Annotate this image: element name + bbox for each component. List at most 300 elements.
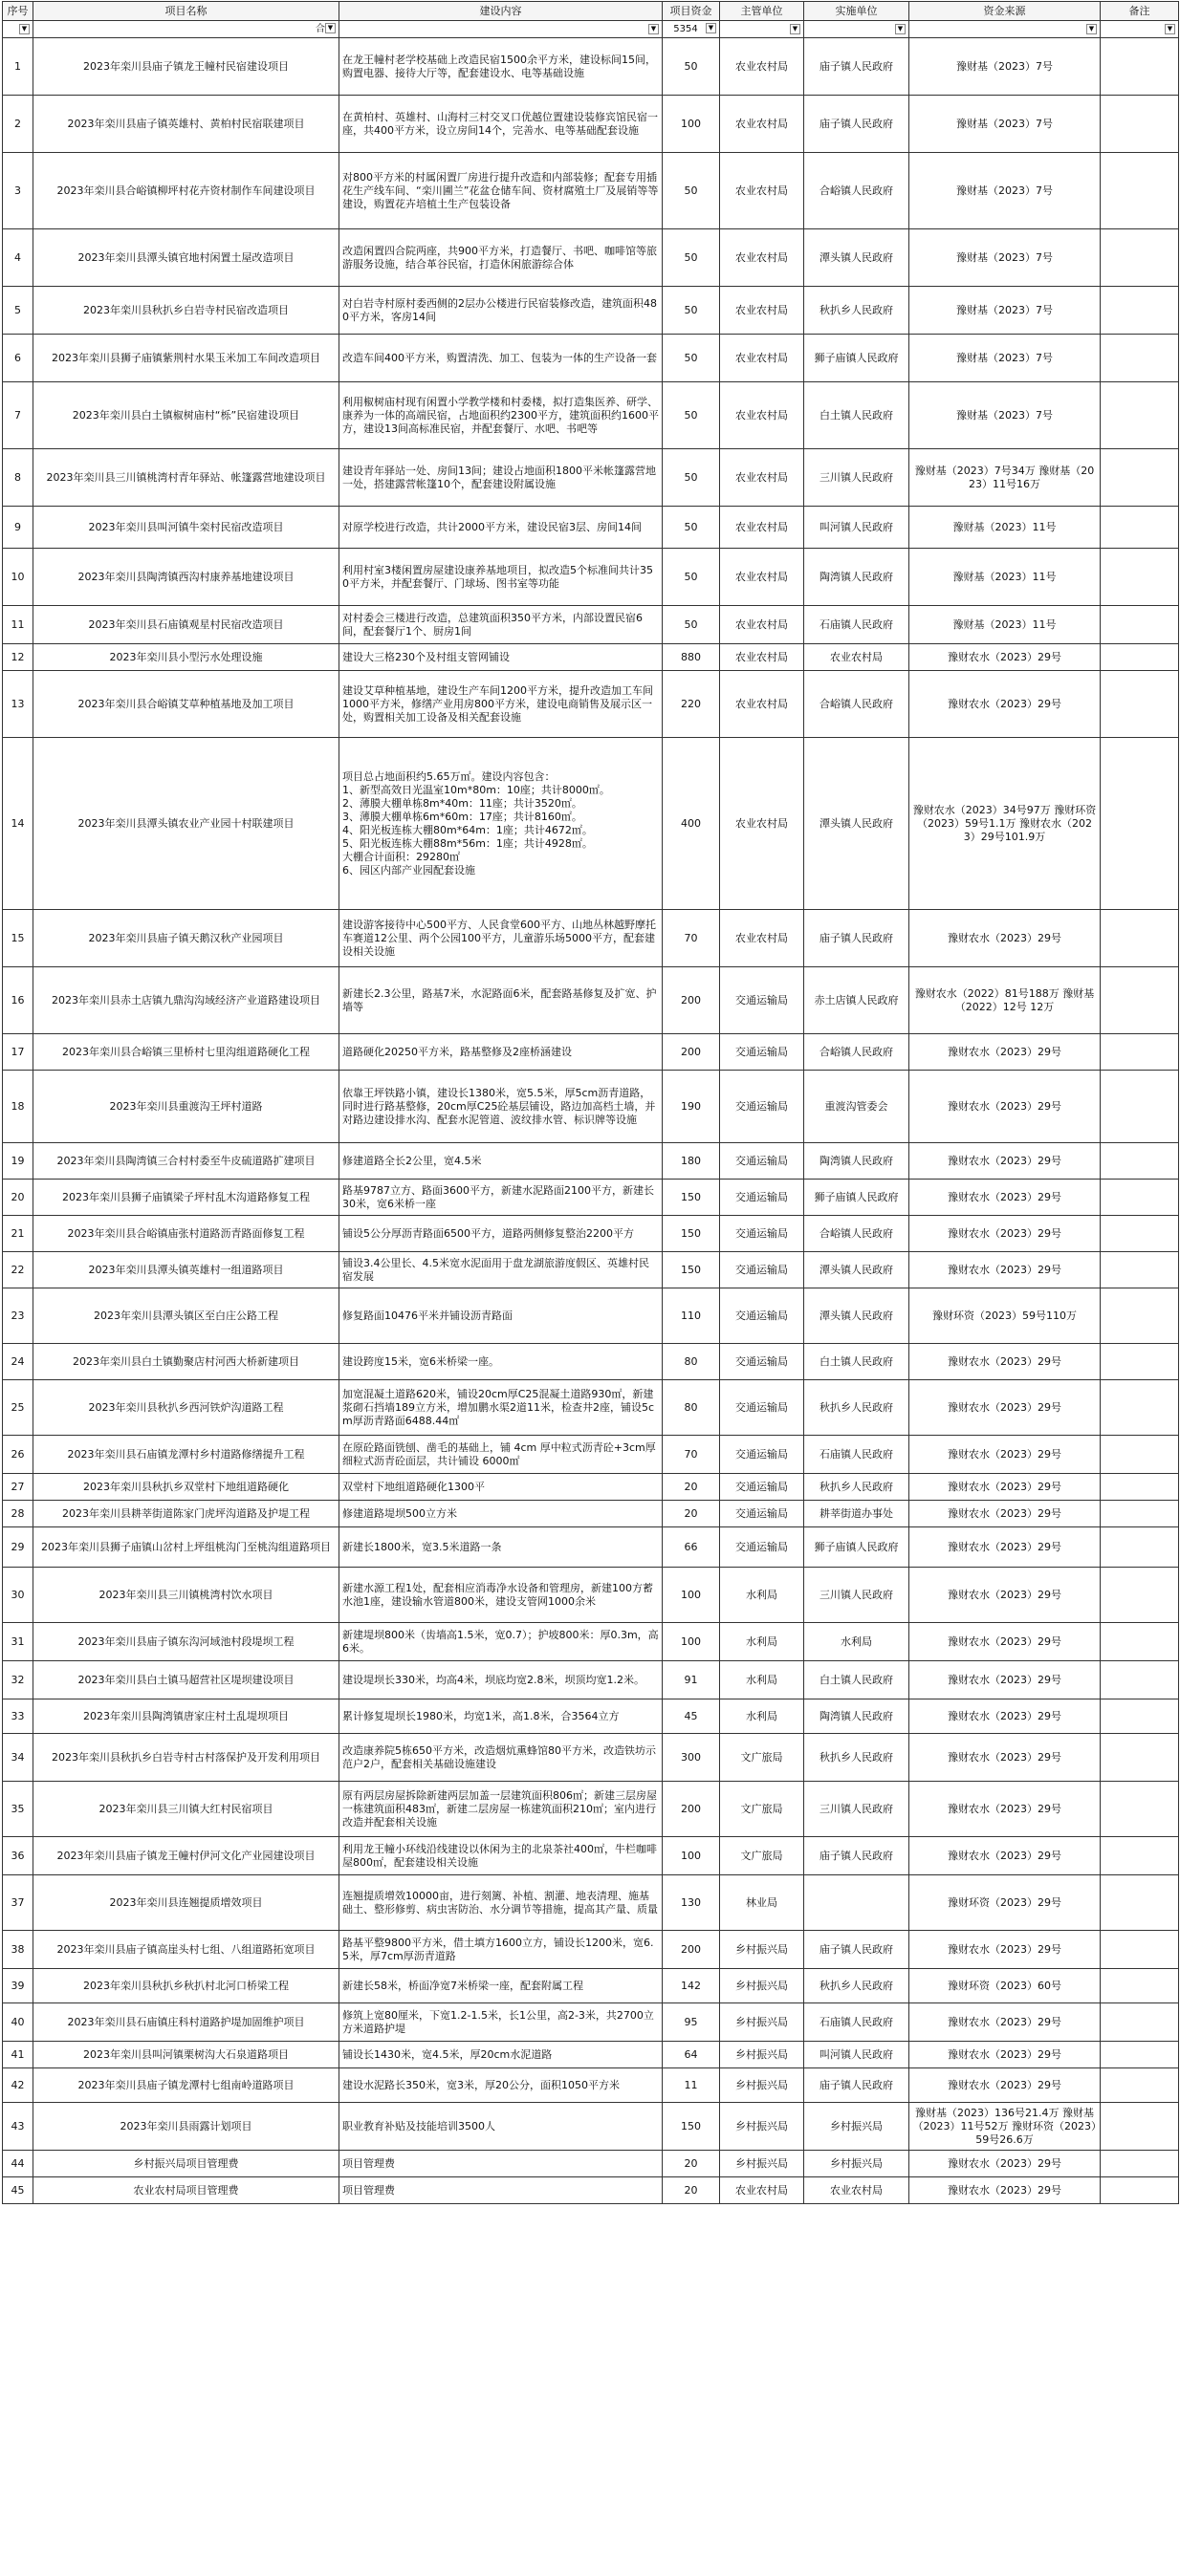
row-content: 加宽混凝土道路620米，铺设20cm厚C25混凝土道路930㎡，新建浆砌石挡墙189立方米，增加鹏水渠2道11米，检查井2座，铺设5cm厚沥青路面6488.44㎡ xyxy=(339,1380,663,1436)
row-funds: 70 xyxy=(663,910,720,967)
row-department: 林业局 xyxy=(720,1875,804,1931)
row-project-name: 2023年栾川县陶湾镇西沟村康养基地建设项目 xyxy=(33,549,339,606)
table-row xyxy=(3,1527,1179,1568)
row-department: 交通运输局 xyxy=(720,967,804,1034)
row-content: 修建道路全长2公里，宽4.5米 xyxy=(339,1143,663,1180)
row-project-name: 2023年栾川县合峪镇三里桥村七里沟组道路硬化工程 xyxy=(33,1034,339,1071)
row-funds: 180 xyxy=(663,1143,720,1180)
row-index: 41 xyxy=(3,2042,33,2068)
table-row xyxy=(3,1969,1179,2003)
table-row xyxy=(3,449,1179,507)
row-funds: 50 xyxy=(663,549,720,606)
row-project-name: 2023年栾川县庙子镇天鹅汉秋产业园项目 xyxy=(33,910,339,967)
row-fund-source: 豫财农水（2023）29号 xyxy=(909,1143,1101,1180)
row-funds: 20 xyxy=(663,2177,720,2204)
table-row xyxy=(3,1143,1179,1180)
row-project-name: 2023年栾川县狮子庙镇紫荆村水果玉米加工车间改造项目 xyxy=(33,335,339,382)
row-department: 乡村振兴局 xyxy=(720,1931,804,1969)
row-fund-source: 豫财基（2023）7号 xyxy=(909,335,1101,382)
row-remarks xyxy=(1101,910,1179,967)
row-implementer: 石庙镇人民政府 xyxy=(804,606,909,644)
row-project-name: 2023年栾川县白土镇马超营社区堤坝建设项目 xyxy=(33,1661,339,1699)
filter-dropdown-icon[interactable]: ▼ xyxy=(19,24,30,34)
row-content: 新建长2.3公里，路基7米，水泥路面6米，配套路基修复及扩宽、护墙等 xyxy=(339,967,663,1034)
row-remarks xyxy=(1101,967,1179,1034)
row-funds: 100 xyxy=(663,1837,720,1875)
row-funds: 400 xyxy=(663,738,720,910)
row-remarks xyxy=(1101,738,1179,910)
table-row xyxy=(3,507,1179,549)
filter-cell[interactable] xyxy=(3,21,33,38)
row-remarks xyxy=(1101,1288,1179,1344)
row-index: 18 xyxy=(3,1071,33,1143)
row-fund-source: 豫财农水（2023）29号 xyxy=(909,2151,1101,2177)
row-project-name: 2023年栾川县合峪镇柳坪村花卉资材制作车间建设项目 xyxy=(33,153,339,229)
row-index: 16 xyxy=(3,967,33,1034)
row-implementer: 合峪镇人民政府 xyxy=(804,1216,909,1252)
row-department: 乡村振兴局 xyxy=(720,2068,804,2103)
row-funds: 50 xyxy=(663,606,720,644)
row-index: 19 xyxy=(3,1143,33,1180)
row-implementer: 潭头镇人民政府 xyxy=(804,1252,909,1288)
row-department: 交通运输局 xyxy=(720,1380,804,1436)
row-content: 建设跨度15米，宽6米桥梁一座。 xyxy=(339,1344,663,1380)
row-department: 农业农村局 xyxy=(720,671,804,738)
row-implementer: 叫河镇人民政府 xyxy=(804,507,909,549)
row-index: 5 xyxy=(3,287,33,335)
row-project-name: 2023年栾川县陶湾镇三合村村委至牛皮硫道路扩建项目 xyxy=(33,1143,339,1180)
row-implementer: 白土镇人民政府 xyxy=(804,382,909,449)
row-fund-source: 豫财基（2023）11号 xyxy=(909,549,1101,606)
table-row xyxy=(3,96,1179,153)
row-implementer: 狮子庙镇人民政府 xyxy=(804,1527,909,1568)
row-project-name: 2023年栾川县石庙镇龙潭村乡村道路修缮提升工程 xyxy=(33,1436,339,1474)
row-index: 22 xyxy=(3,1252,33,1288)
row-remarks xyxy=(1101,38,1179,96)
row-index: 39 xyxy=(3,1969,33,2003)
row-project-name: 2023年栾川县庙子镇高崖头村七组、八组道路拓宽项目 xyxy=(33,1931,339,1969)
row-index: 29 xyxy=(3,1527,33,1568)
filter-dropdown-icon[interactable]: ▼ xyxy=(325,23,336,33)
row-remarks xyxy=(1101,1623,1179,1661)
row-index: 42 xyxy=(3,2068,33,2103)
row-content: 铺设3.4公里长、4.5米宽水泥面用于盘龙湖旅游度假区、英雄村民宿发展 xyxy=(339,1252,663,1288)
row-remarks xyxy=(1101,671,1179,738)
row-project-name: 2023年栾川县三川镇桃湾村青年驿站、帐篷露营地建设项目 xyxy=(33,449,339,507)
row-funds: 50 xyxy=(663,229,720,287)
row-project-name: 2023年栾川县秋扒乡双堂村下地组道路硬化 xyxy=(33,1474,339,1501)
row-implementer: 陶湾镇人民政府 xyxy=(804,549,909,606)
row-index: 43 xyxy=(3,2103,33,2151)
table-row xyxy=(3,606,1179,644)
row-department: 农业农村局 xyxy=(720,153,804,229)
row-index: 28 xyxy=(3,1501,33,1527)
row-remarks xyxy=(1101,1380,1179,1436)
row-implementer: 秋扒乡人民政府 xyxy=(804,1380,909,1436)
row-remarks xyxy=(1101,2068,1179,2103)
table-row xyxy=(3,1699,1179,1734)
row-remarks xyxy=(1101,96,1179,153)
row-project-name: 农业农村局项目管理费 xyxy=(33,2177,339,2204)
filter-dropdown-icon[interactable]: ▼ xyxy=(1086,24,1097,34)
row-funds: 50 xyxy=(663,507,720,549)
row-department: 农业农村局 xyxy=(720,382,804,449)
row-funds: 64 xyxy=(663,2042,720,2068)
table-row xyxy=(3,1071,1179,1143)
row-content: 双堂村下地组道路硬化1300平 xyxy=(339,1474,663,1501)
row-fund-source: 豫财农水（2023）29号 xyxy=(909,1501,1101,1527)
row-department: 交通运输局 xyxy=(720,1180,804,1216)
row-fund-source: 豫财农水（2023）29号 xyxy=(909,1931,1101,1969)
table-row xyxy=(3,1216,1179,1252)
row-fund-source: 豫财农水（2023）29号 xyxy=(909,1734,1101,1782)
row-fund-source: 豫财农水（2023）29号 xyxy=(909,2003,1101,2042)
filter-dropdown-icon[interactable]: ▼ xyxy=(706,23,716,33)
row-content: 在龙王幢村老学校基础上改造民宿1500余平方米，建设标间15间，购置电器、接待大厅等，配套建设水、电等基础设施 xyxy=(339,38,663,96)
row-content: 对800平方米的村属闲置厂房进行提升改造和内部装修；配套专用插花生产线车间、“栾川圃兰”花盆仓储车间、资材腐殖土厂及展销等等建设，购置花卉培植土生产包装设备 xyxy=(339,153,663,229)
row-content: 在黄柏村、英雄村、山海村三村交叉口优越位置建设装修宾馆民宿一座，共400平方米，设立房间14个，完善水、电等基础配套设施 xyxy=(339,96,663,153)
col-header-implementer: 实施单位 xyxy=(804,2,909,21)
row-fund-source: 豫财基（2023）7号 xyxy=(909,153,1101,229)
table-row xyxy=(3,1252,1179,1288)
row-department: 交通运输局 xyxy=(720,1527,804,1568)
row-content: 建设大三格230个及村组支管网铺设 xyxy=(339,644,663,671)
table-row xyxy=(3,1661,1179,1699)
row-project-name: 2023年栾川县合峪镇艾草种植基地及加工项目 xyxy=(33,671,339,738)
row-funds: 300 xyxy=(663,1734,720,1782)
row-implementer: 庙子镇人民政府 xyxy=(804,96,909,153)
col-header-index: 序号 xyxy=(3,2,33,21)
filter-dropdown-icon[interactable]: ▼ xyxy=(1165,24,1175,34)
row-index: 21 xyxy=(3,1216,33,1252)
table-row xyxy=(3,1380,1179,1436)
row-remarks xyxy=(1101,449,1179,507)
row-department: 农业农村局 xyxy=(720,335,804,382)
col-header-remarks: 备注 xyxy=(1101,2,1179,21)
row-content: 连翘提质增效10000亩，进行刻篱、补植、割灌、地表清理、施基础土、整形修剪、病虫害防治、水分调节等措施，提高其产量、质量 xyxy=(339,1875,663,1931)
row-project-name: 2023年栾川县叫河镇牛栾村民宿改造项目 xyxy=(33,507,339,549)
row-index: 35 xyxy=(3,1782,33,1837)
row-remarks xyxy=(1101,1216,1179,1252)
row-index: 7 xyxy=(3,382,33,449)
row-implementer: 重渡沟管委会 xyxy=(804,1071,909,1143)
row-content: 对原学校进行改造，共计2000平方米，建设民宿3层、房间14间 xyxy=(339,507,663,549)
col-header-content: 建设内容 xyxy=(339,2,663,21)
filter-row xyxy=(3,21,1179,38)
row-content: 依靠王坪铁路小镇，建设长1380米，宽5.5米，厚5cm沥青道路，同时进行路基整修，20cm厚C25砼基层铺设，路边加高档土墙，并对路边建设排水沟、配套水泥管道、波纹排水管、标识牌等设施 xyxy=(339,1071,663,1143)
row-funds: 95 xyxy=(663,2003,720,2042)
row-funds: 20 xyxy=(663,1501,720,1527)
row-remarks xyxy=(1101,335,1179,382)
filter-dropdown-icon[interactable]: ▼ xyxy=(790,24,800,34)
table-row xyxy=(3,671,1179,738)
row-implementer: 潭头镇人民政府 xyxy=(804,738,909,910)
row-content: 累计修复堤坝长1980米，均宽1米，高1.8米，合3564立方 xyxy=(339,1699,663,1734)
row-funds: 130 xyxy=(663,1875,720,1931)
col-header-fund-source: 资金来源 xyxy=(909,2,1101,21)
row-funds: 66 xyxy=(663,1527,720,1568)
row-implementer: 石庙镇人民政府 xyxy=(804,2003,909,2042)
row-fund-source: 豫财农水（2023）29号 xyxy=(909,671,1101,738)
row-implementer: 庙子镇人民政府 xyxy=(804,1931,909,1969)
row-fund-source: 豫财农水（2023）29号 xyxy=(909,2042,1101,2068)
table-row xyxy=(3,2003,1179,2042)
table-row xyxy=(3,2103,1179,2151)
row-implementer: 秋扒乡人民政府 xyxy=(804,1734,909,1782)
row-implementer: 三川镇人民政府 xyxy=(804,1782,909,1837)
row-funds: 200 xyxy=(663,1931,720,1969)
row-implementer: 白土镇人民政府 xyxy=(804,1661,909,1699)
row-remarks xyxy=(1101,1180,1179,1216)
row-funds: 100 xyxy=(663,1623,720,1661)
row-project-name: 2023年栾川县石庙镇庄科村道路护堤加固维护项目 xyxy=(33,2003,339,2042)
row-implementer: 农业农村局 xyxy=(804,2177,909,2204)
row-fund-source: 豫财农水（2023）29号 xyxy=(909,1527,1101,1568)
row-remarks xyxy=(1101,549,1179,606)
filter-cell[interactable] xyxy=(1101,21,1179,38)
table-row xyxy=(3,2151,1179,2177)
col-header-funds: 项目资金 xyxy=(663,2,720,21)
row-fund-source: 豫财基（2023）7号34万 豫财基（2023）11号16万 xyxy=(909,449,1101,507)
row-fund-source: 豫财基（2023）7号 xyxy=(909,229,1101,287)
row-funds: 150 xyxy=(663,1216,720,1252)
row-fund-source: 豫财农水（2023）29号 xyxy=(909,644,1101,671)
row-department: 交通运输局 xyxy=(720,1501,804,1527)
row-department: 乡村振兴局 xyxy=(720,2003,804,2042)
row-fund-source: 豫财农水（2023）29号 xyxy=(909,1661,1101,1699)
row-fund-source: 豫财基（2023）7号 xyxy=(909,382,1101,449)
row-implementer: 秋扒乡人民政府 xyxy=(804,1969,909,2003)
row-department: 农业农村局 xyxy=(720,606,804,644)
row-department: 农业农村局 xyxy=(720,507,804,549)
row-funds: 20 xyxy=(663,2151,720,2177)
row-project-name: 2023年栾川县潭头镇区至白庄公路工程 xyxy=(33,1288,339,1344)
table-row xyxy=(3,2177,1179,2204)
row-funds: 91 xyxy=(663,1661,720,1699)
row-implementer: 庙子镇人民政府 xyxy=(804,38,909,96)
row-index: 23 xyxy=(3,1288,33,1344)
row-fund-source: 豫财农水（2023）29号 xyxy=(909,1180,1101,1216)
row-content: 对白岩寺村原村委西侧的2层办公楼进行民宿装修改造，建筑面积480平方米，客房14间 xyxy=(339,287,663,335)
table-row xyxy=(3,287,1179,335)
row-fund-source: 豫财农水（2023）29号 xyxy=(909,1782,1101,1837)
row-fund-source: 豫财基（2023）7号 xyxy=(909,96,1101,153)
row-implementer: 耕莘街道办事处 xyxy=(804,1501,909,1527)
row-project-name: 2023年栾川县庙子镇龙王幢村民宿建设项目 xyxy=(33,38,339,96)
row-funds: 150 xyxy=(663,1252,720,1288)
row-index: 38 xyxy=(3,1931,33,1969)
row-implementer: 秋扒乡人民政府 xyxy=(804,287,909,335)
row-project-name: 2023年栾川县合峪镇庙张村道路沥青路面修复工程 xyxy=(33,1216,339,1252)
row-content: 路基9787立方、路面3600平方，新建水泥路面2100平方，新建长30米，宽6米桥一座 xyxy=(339,1180,663,1216)
filter-cell[interactable] xyxy=(909,21,1101,38)
table-row xyxy=(3,1474,1179,1501)
row-fund-source: 豫财农水（2023）29号 xyxy=(909,1568,1101,1623)
row-department: 水利局 xyxy=(720,1568,804,1623)
row-index: 1 xyxy=(3,38,33,96)
row-remarks xyxy=(1101,644,1179,671)
row-implementer xyxy=(804,1875,909,1931)
row-index: 8 xyxy=(3,449,33,507)
row-project-name: 2023年栾川县白土镇勤聚店村河西大桥新建项目 xyxy=(33,1344,339,1380)
row-project-name: 2023年栾川县连翘提质增效项目 xyxy=(33,1875,339,1931)
row-project-name: 2023年栾川县叫河镇栗树沟大石泉道路项目 xyxy=(33,2042,339,2068)
row-content: 项目管理费 xyxy=(339,2151,663,2177)
filter-dropdown-icon[interactable]: ▼ xyxy=(648,24,659,34)
row-remarks xyxy=(1101,153,1179,229)
row-remarks xyxy=(1101,229,1179,287)
row-implementer: 赤土店镇人民政府 xyxy=(804,967,909,1034)
row-content: 利用村室3楼闲置房屋建设康养基地项目，拟改造5个标准间共计350平方米，并配套餐厅、门球场、图书室等功能 xyxy=(339,549,663,606)
table-row xyxy=(3,382,1179,449)
row-remarks xyxy=(1101,1344,1179,1380)
row-department: 交通运输局 xyxy=(720,1143,804,1180)
table-row xyxy=(3,549,1179,606)
row-remarks xyxy=(1101,1661,1179,1699)
row-department: 水利局 xyxy=(720,1661,804,1699)
row-fund-source: 豫财环资（2023）29号 xyxy=(909,1875,1101,1931)
project-table xyxy=(2,1,1179,2204)
row-fund-source: 豫财基（2023）11号 xyxy=(909,507,1101,549)
row-funds: 80 xyxy=(663,1344,720,1380)
row-implementer: 合峪镇人民政府 xyxy=(804,1034,909,1071)
header-row xyxy=(3,2,1179,21)
row-project-name: 2023年栾川县陶湾镇唐家庄村土乱堤坝项目 xyxy=(33,1699,339,1734)
row-remarks xyxy=(1101,507,1179,549)
row-project-name: 2023年栾川县秋扒乡秋扒村北河口桥梁工程 xyxy=(33,1969,339,2003)
row-content: 改造闲置四合院两座，共900平方米，打造餐厅、书吧、咖啡馆等旅游服务设施，结合革谷民宿，打造休闲旅游综合体 xyxy=(339,229,663,287)
row-project-name: 2023年栾川县潭头镇英雄村一组道路项目 xyxy=(33,1252,339,1288)
row-implementer: 三川镇人民政府 xyxy=(804,449,909,507)
row-index: 24 xyxy=(3,1344,33,1380)
filter-cell[interactable] xyxy=(663,21,720,38)
filter-cell[interactable] xyxy=(339,21,663,38)
row-content: 铺设长1430米，宽4.5米，厚20cm水泥道路 xyxy=(339,2042,663,2068)
table-row xyxy=(3,738,1179,910)
row-content: 职业教育补贴及技能培训3500人 xyxy=(339,2103,663,2151)
row-department: 乡村振兴局 xyxy=(720,2151,804,2177)
row-content: 建设艾草种植基地，建设生产车间1200平方米，提升改造加工车间1000平方米，修缮产业用房800平方米，建设电商销售及展示区一处，购置相关加工设备及相关配套设施 xyxy=(339,671,663,738)
row-funds: 45 xyxy=(663,1699,720,1734)
row-implementer: 狮子庙镇人民政府 xyxy=(804,335,909,382)
row-remarks xyxy=(1101,2177,1179,2204)
row-department: 文广旅局 xyxy=(720,1837,804,1875)
row-fund-source: 豫财农水（2023）29号 xyxy=(909,1034,1101,1071)
row-fund-source: 豫财基（2023）7号 xyxy=(909,287,1101,335)
row-implementer: 秋扒乡人民政府 xyxy=(804,1474,909,1501)
row-index: 4 xyxy=(3,229,33,287)
table-row xyxy=(3,1344,1179,1380)
row-content: 建设堤坝长330米，均高4米，坝底均宽2.8米，坝顶均宽1.2米。 xyxy=(339,1661,663,1699)
row-index: 17 xyxy=(3,1034,33,1071)
row-fund-source: 豫财农水（2023）29号 xyxy=(909,1623,1101,1661)
table-row xyxy=(3,1034,1179,1071)
row-content: 项目总占地面积约5.65万㎡。建设内容包含： 1、新型高效日光温室10m*80m：10座；共计8000㎡。 2、薄膜大棚单栋8m*40m：11座；共计3520㎡。 3、薄膜大棚单栋6m*60m：17座；共计8160㎡。 4、阳光板连栋大棚80m*64m：1座；共计4672㎡。 5、阳光板连栋大棚88m*56m：1座；共计4928㎡。 大棚合计面积：29280㎡ 6、园区内部产业园配套设施 xyxy=(339,738,663,910)
row-index: 27 xyxy=(3,1474,33,1501)
row-index: 10 xyxy=(3,549,33,606)
row-fund-source: 豫财农水（2023）29号 xyxy=(909,1216,1101,1252)
row-content: 新建堤坝800米（齿墙高1.5米，宽0.7）；护坡800米：厚0.3m，高6米。 xyxy=(339,1623,663,1661)
row-remarks xyxy=(1101,382,1179,449)
table-row xyxy=(3,1501,1179,1527)
row-index: 6 xyxy=(3,335,33,382)
table-row xyxy=(3,2068,1179,2103)
row-content: 原有两层房屋拆除新建两层加盖一层建筑面积806㎡；新建三层房屋一栋建筑面积483㎡，新建二层房屋一栋建筑面积210㎡；室内进行改造并配套相关设施 xyxy=(339,1782,663,1837)
row-remarks xyxy=(1101,1837,1179,1875)
row-funds: 11 xyxy=(663,2068,720,2103)
filter-cell[interactable] xyxy=(804,21,909,38)
filter-cell[interactable] xyxy=(720,21,804,38)
row-content: 对村委会三楼进行改造，总建筑面积350平方米，内部设置民宿6间，配套餐厅1个、厨房1间 xyxy=(339,606,663,644)
row-index: 9 xyxy=(3,507,33,549)
row-implementer: 三川镇人民政府 xyxy=(804,1568,909,1623)
row-content: 建设游客接待中心500平方、人民食堂600平方、山地丛林越野摩托车赛道12公里、两个公园100平方，儿童游乐场5000平方，配套建设相关设施 xyxy=(339,910,663,967)
row-content: 新建长58米，桥面净宽7米桥梁一座，配套附属工程 xyxy=(339,1969,663,2003)
row-fund-source: 豫财农水（2023）29号 xyxy=(909,2177,1101,2204)
row-fund-source: 豫财农水（2023）29号 xyxy=(909,2068,1101,2103)
row-implementer: 合峪镇人民政府 xyxy=(804,671,909,738)
table-row xyxy=(3,644,1179,671)
row-content: 在原砼路面铣刨、凿毛的基础上，铺 4cm 厚中粒式沥青砼+3cm厚细粒式沥青砼面层，共计铺设 6000㎡ xyxy=(339,1436,663,1474)
row-project-name: 2023年栾川县庙子镇东沟河域池村段堤坝工程 xyxy=(33,1623,339,1661)
row-remarks xyxy=(1101,1501,1179,1527)
row-department: 交通运输局 xyxy=(720,1034,804,1071)
row-remarks xyxy=(1101,287,1179,335)
row-fund-source: 豫财农水（2023）29号 xyxy=(909,910,1101,967)
row-remarks xyxy=(1101,1143,1179,1180)
table-row xyxy=(3,1875,1179,1931)
row-fund-source: 豫财农水（2023）29号 xyxy=(909,1252,1101,1288)
row-implementer: 乡村振兴局 xyxy=(804,2151,909,2177)
row-funds: 220 xyxy=(663,671,720,738)
row-remarks xyxy=(1101,1875,1179,1931)
row-index: 25 xyxy=(3,1380,33,1436)
row-index: 11 xyxy=(3,606,33,644)
row-project-name: 2023年栾川县三川镇大红村民宿项目 xyxy=(33,1782,339,1837)
row-project-name: 2023年栾川县小型污水处理设施 xyxy=(33,644,339,671)
row-implementer: 庙子镇人民政府 xyxy=(804,910,909,967)
row-funds: 190 xyxy=(663,1071,720,1143)
row-funds: 50 xyxy=(663,153,720,229)
row-index: 31 xyxy=(3,1623,33,1661)
col-header-project-name: 项目名称 xyxy=(33,2,339,21)
row-remarks xyxy=(1101,606,1179,644)
row-implementer: 乡村振兴局 xyxy=(804,2103,909,2151)
filter-cell[interactable] xyxy=(33,21,339,38)
row-content: 道路硬化20250平方米，路基整修及2座桥涵建设 xyxy=(339,1034,663,1071)
row-implementer: 庙子镇人民政府 xyxy=(804,1837,909,1875)
table-row xyxy=(3,910,1179,967)
row-project-name: 乡村振兴局项目管理费 xyxy=(33,2151,339,2177)
row-fund-source: 豫财环资（2023）59号110万 xyxy=(909,1288,1101,1344)
table-row xyxy=(3,1837,1179,1875)
row-project-name: 2023年栾川县庙子镇英雄村、黄柏村民宿联建项目 xyxy=(33,96,339,153)
row-department: 农业农村局 xyxy=(720,549,804,606)
row-implementer: 陶湾镇人民政府 xyxy=(804,1143,909,1180)
row-project-name: 2023年栾川县狮子庙镇山岔村上坪组桃沟门至桃沟组道路项目 xyxy=(33,1527,339,1568)
row-project-name: 2023年栾川县耕莘街道陈家门虎坪沟道路及护堤工程 xyxy=(33,1501,339,1527)
row-content: 利用龙王幢小环线沿线建设以休闲为主的北泉茶社400㎡，牛栏咖啡屋800㎡，配套建设相关设施 xyxy=(339,1837,663,1875)
row-fund-source: 豫财农水（2023）29号 xyxy=(909,1344,1101,1380)
filter-dropdown-icon[interactable]: ▼ xyxy=(895,24,906,34)
table-row xyxy=(3,1568,1179,1623)
row-department: 农业农村局 xyxy=(720,38,804,96)
row-department: 农业农村局 xyxy=(720,738,804,910)
row-department: 乡村振兴局 xyxy=(720,1969,804,2003)
row-project-name: 2023年栾川县白土镇椒树庙村“栎”民宿建设项目 xyxy=(33,382,339,449)
table-row xyxy=(3,1782,1179,1837)
row-department: 交通运输局 xyxy=(720,1071,804,1143)
